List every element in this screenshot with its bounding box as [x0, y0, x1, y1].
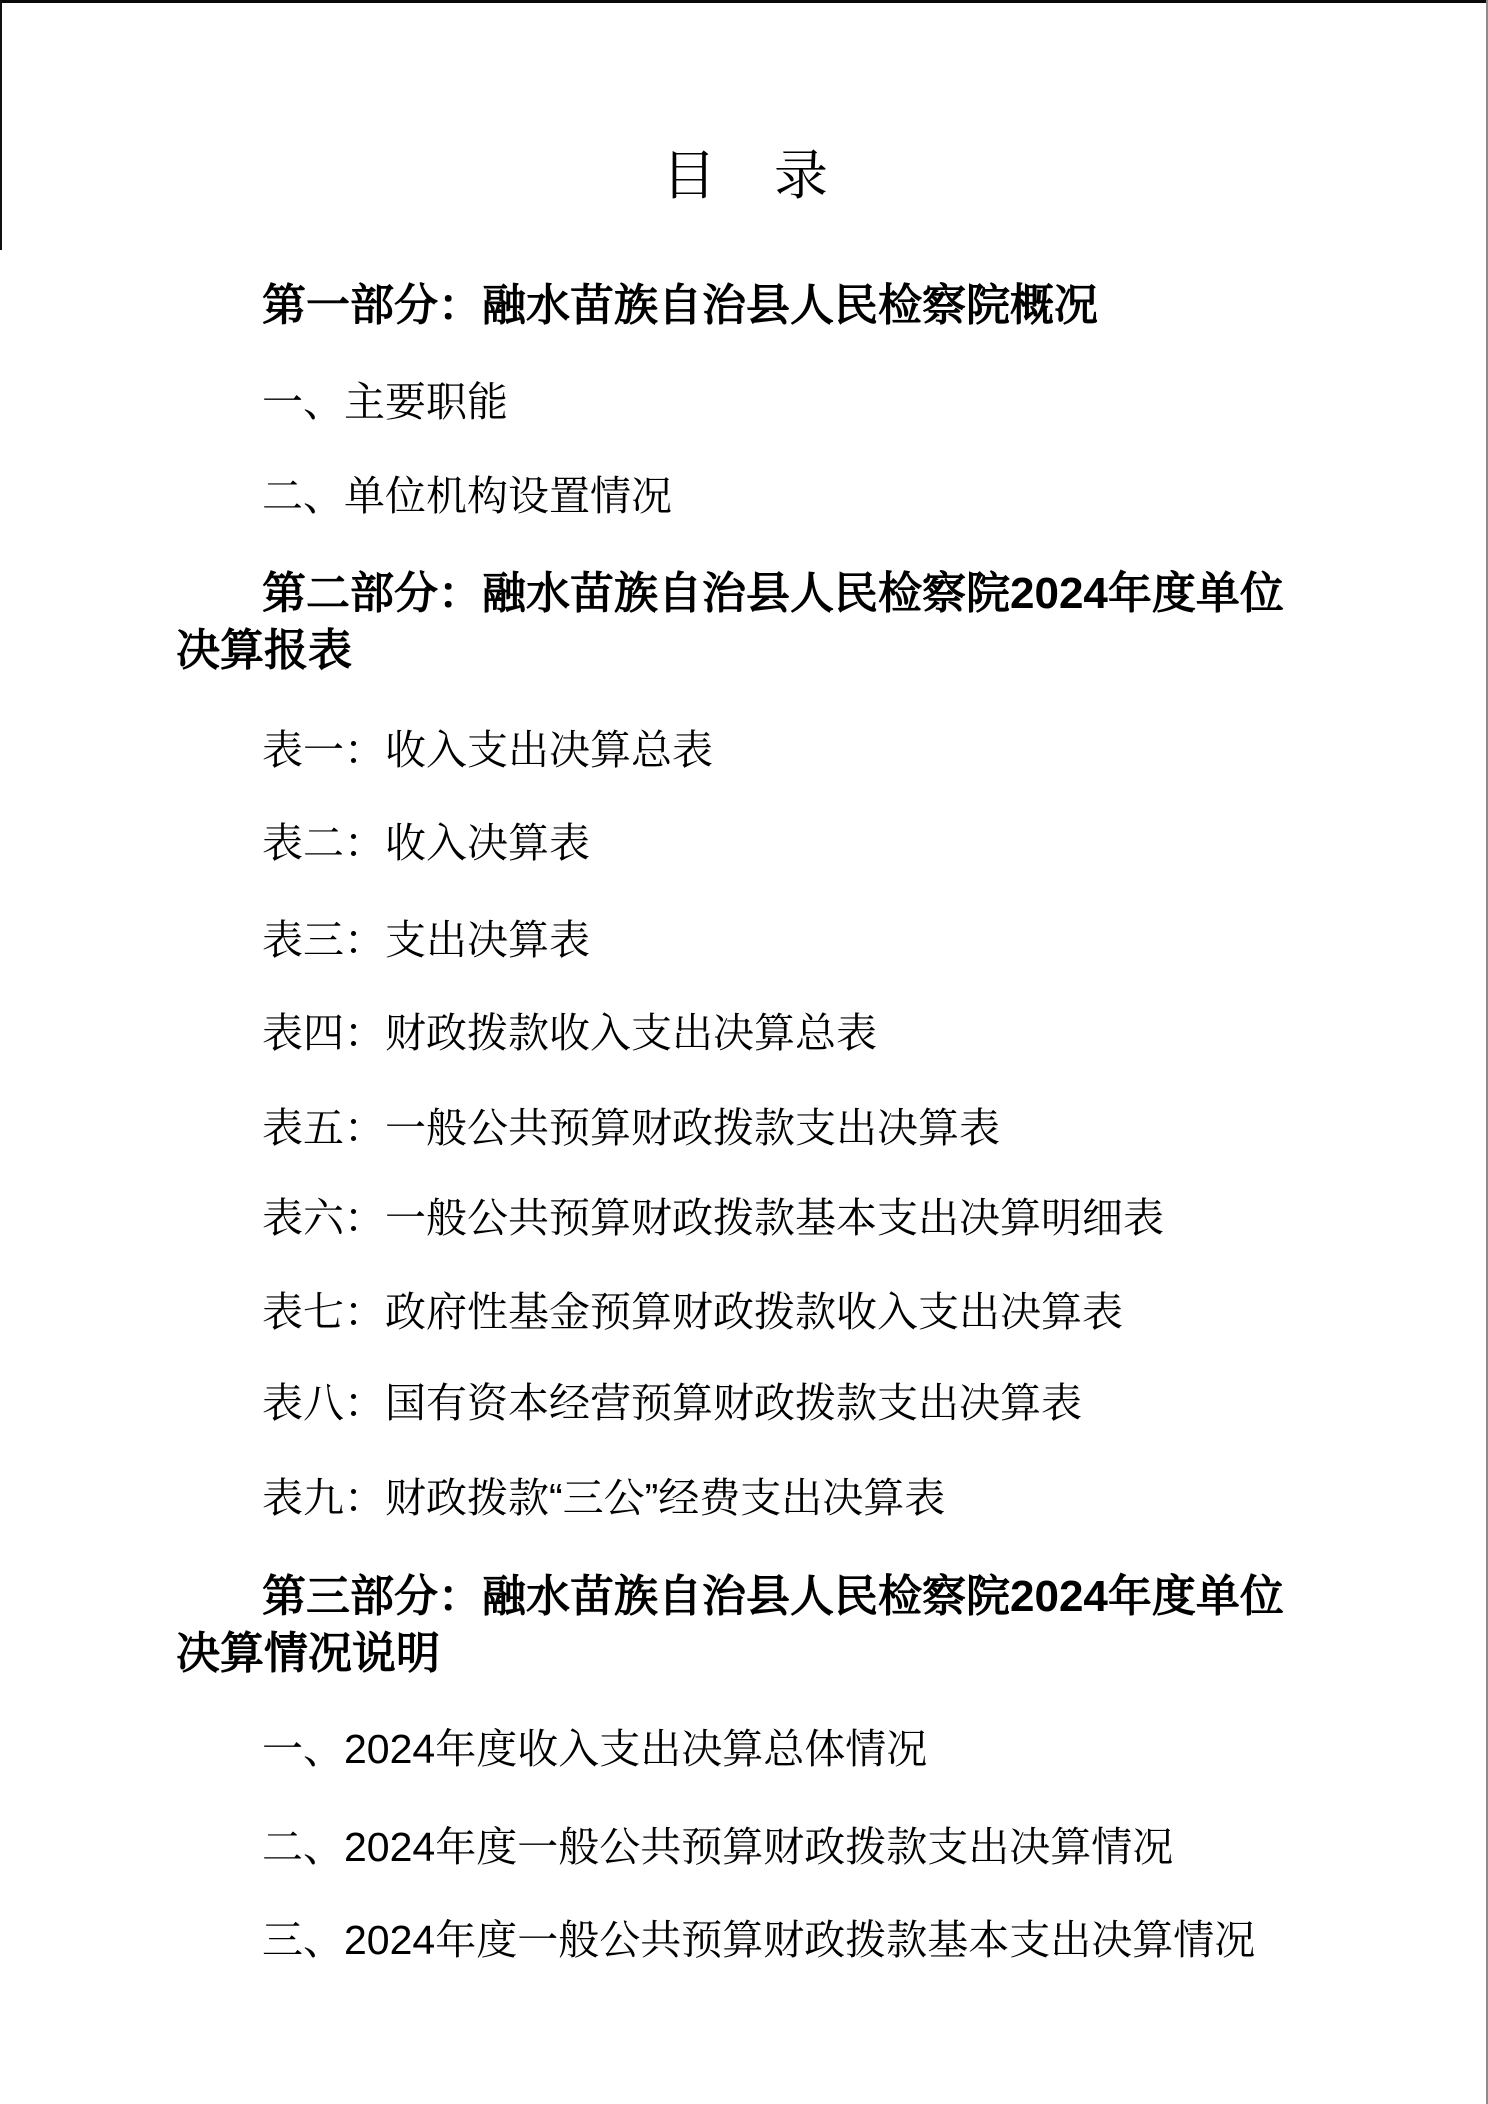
toc-item-basic-expenditure: 三、2024年度一般公共预算财政拨款基本支出决算情况 — [262, 1917, 1256, 1963]
page-title: 目 录 — [662, 146, 830, 206]
toc-item-table-7: 表七：政府性基金预算财政拨款收入支出决算表 — [262, 1289, 1123, 1335]
toc-item-table-8: 表八：国有资本经营预算财政拨款支出决算表 — [262, 1380, 1082, 1426]
toc-item-table-4: 表四：财政拨款收入支出决算总表 — [262, 1010, 877, 1056]
toc-item-main-functions: 一、主要职能 — [262, 379, 508, 425]
section-2-heading — [176, 565, 1316, 679]
toc-item-table-1: 表一：收入支出决算总表 — [262, 727, 713, 773]
toc-item-table-5: 表五：一般公共预算财政拨款支出决算表 — [262, 1105, 1000, 1151]
section-1-heading: 第一部分：融水苗族自治县人民检察院概况 — [262, 281, 1098, 330]
section-3-heading-line-1: 第三部分：融水苗族自治县人民检察院2024年度单位 — [262, 1572, 1284, 1621]
toc-item-table-9: 表九：财政拨款“三公”经费支出决算表 — [262, 1475, 946, 1521]
section-2-heading-line-1: 第二部分：融水苗族自治县人民检察院2024年度单位 — [262, 569, 1284, 618]
section-3-heading-line-2: 决算情况说明 — [176, 1629, 440, 1678]
toc-item-overall-situation: 一、2024年度收入支出决算总体情况 — [262, 1726, 928, 1772]
toc-item-table-3: 表三：支出决算表 — [262, 917, 590, 963]
toc-item-table-2: 表二：收入决算表 — [262, 820, 590, 866]
toc-item-general-budget-expenditure: 二、2024年度一般公共预算财政拨款支出决算情况 — [262, 1824, 1174, 1870]
section-3-heading — [176, 1568, 1316, 1682]
toc-content — [176, 0, 1316, 2104]
scan-edge-left — [0, 0, 2, 250]
section-2-heading-line-2: 决算报表 — [176, 626, 352, 675]
toc-item-org-structure: 二、单位机构设置情况 — [262, 473, 672, 519]
toc-item-table-6: 表六：一般公共预算财政拨款基本支出决算明细表 — [262, 1195, 1164, 1241]
